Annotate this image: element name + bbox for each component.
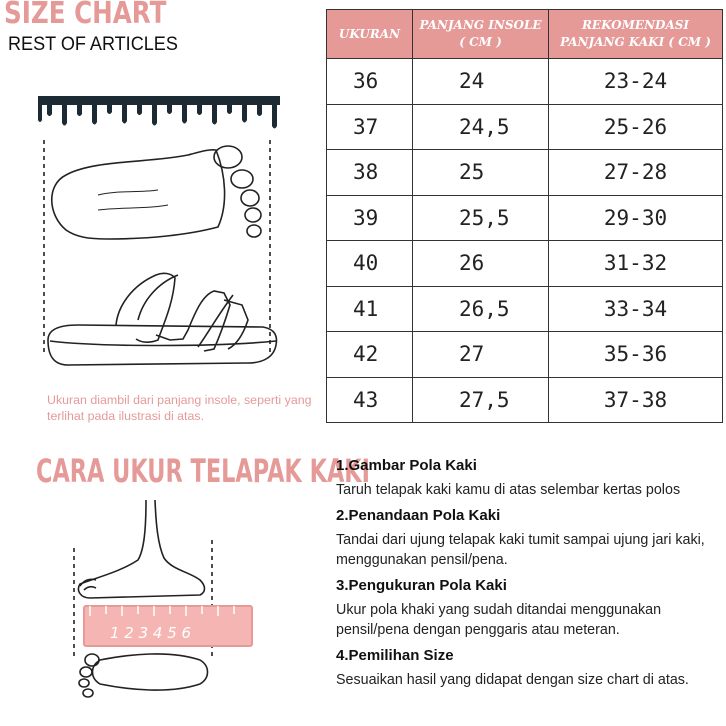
step-heading: 1.Gambar Pola Kaki: [336, 457, 477, 474]
foot-measure-illustration: [60, 500, 285, 722]
table-row: [327, 332, 723, 378]
step-item: [336, 505, 724, 570]
step-heading: 3.Pengukuran Pola Kaki: [336, 577, 507, 594]
cell-foot: 25-26: [549, 104, 723, 150]
cell-foot: 23-24: [549, 59, 723, 105]
size-table-container: [326, 9, 722, 423]
steps-list: [336, 455, 724, 695]
step-item: [336, 575, 724, 640]
ruler-digits: 1 2 3 4 5 6: [110, 624, 192, 642]
table-row: [327, 59, 723, 105]
cell-size: 43: [327, 377, 413, 423]
foot-sandal-illustration: [38, 135, 283, 395]
cell-foot: 35-36: [549, 332, 723, 378]
cell-foot: 27-28: [549, 150, 723, 196]
step-text: Taruh telapak kaki kamu di atas selembar kertas polos: [336, 482, 681, 498]
table-row: [327, 377, 723, 423]
col-header-size: UKURAN: [327, 10, 413, 59]
table-row: [327, 195, 723, 241]
cell-size: 38: [327, 150, 413, 196]
cell-foot: 37-38: [549, 377, 723, 423]
step-heading: 4.Pemilihan Size: [336, 647, 454, 664]
step-text: Sesuaikan hasil yang didapat dengan size chart di atas.: [336, 672, 689, 688]
cell-size: 37: [327, 104, 413, 150]
cell-foot: 29-30: [549, 195, 723, 241]
cell-insole: 24,5: [413, 104, 549, 150]
cell-size: 41: [327, 286, 413, 332]
size-table: [326, 9, 723, 423]
step-text: Ukur pola khaki yang sudah ditandai menggunakan pensil/pena dengan penggaris atau meteran.: [336, 602, 662, 638]
page-subtitle: REST OF ARTICLES: [8, 34, 178, 55]
page-title: SIZE CHART: [4, 0, 167, 31]
cell-size: 36: [327, 59, 413, 105]
table-row: [327, 241, 723, 287]
step-text: Tandai dari ujung telapak kaki tumit sampai ujung jari kaki, menggunakan pensil/pena.: [336, 532, 705, 568]
cell-insole: 24: [413, 59, 549, 105]
how-to-title: CARA UKUR TELAPAK KAKI: [36, 452, 370, 490]
ruler-drip-illustration: [38, 96, 280, 136]
cell-size: 42: [327, 332, 413, 378]
cell-insole: 25: [413, 150, 549, 196]
table-row: [327, 286, 723, 332]
cell-size: 39: [327, 195, 413, 241]
table-row: [327, 150, 723, 196]
cell-insole: 27,5: [413, 377, 549, 423]
step-heading: 2.Penandaan Pola Kaki: [336, 507, 501, 524]
cell-size: 40: [327, 241, 413, 287]
cell-insole: 27: [413, 332, 549, 378]
col-header-foot: REKOMENDASI PANJANG KAKI ( CM ): [549, 10, 723, 59]
table-header-row: [327, 10, 723, 59]
table-row: [327, 104, 723, 150]
illustration-note: Ukuran diambil dari panjang insole, seperti yang terlihat pada ilustrasi di atas.: [47, 393, 312, 423]
cell-insole: 26,5: [413, 286, 549, 332]
cell-insole: 26: [413, 241, 549, 287]
step-item: [336, 645, 724, 690]
step-item: [336, 455, 724, 500]
cell-insole: 25,5: [413, 195, 549, 241]
cell-foot: 31-32: [549, 241, 723, 287]
col-header-insole: PANJANG INSOLE ( CM ): [413, 10, 549, 59]
cell-foot: 33-34: [549, 286, 723, 332]
